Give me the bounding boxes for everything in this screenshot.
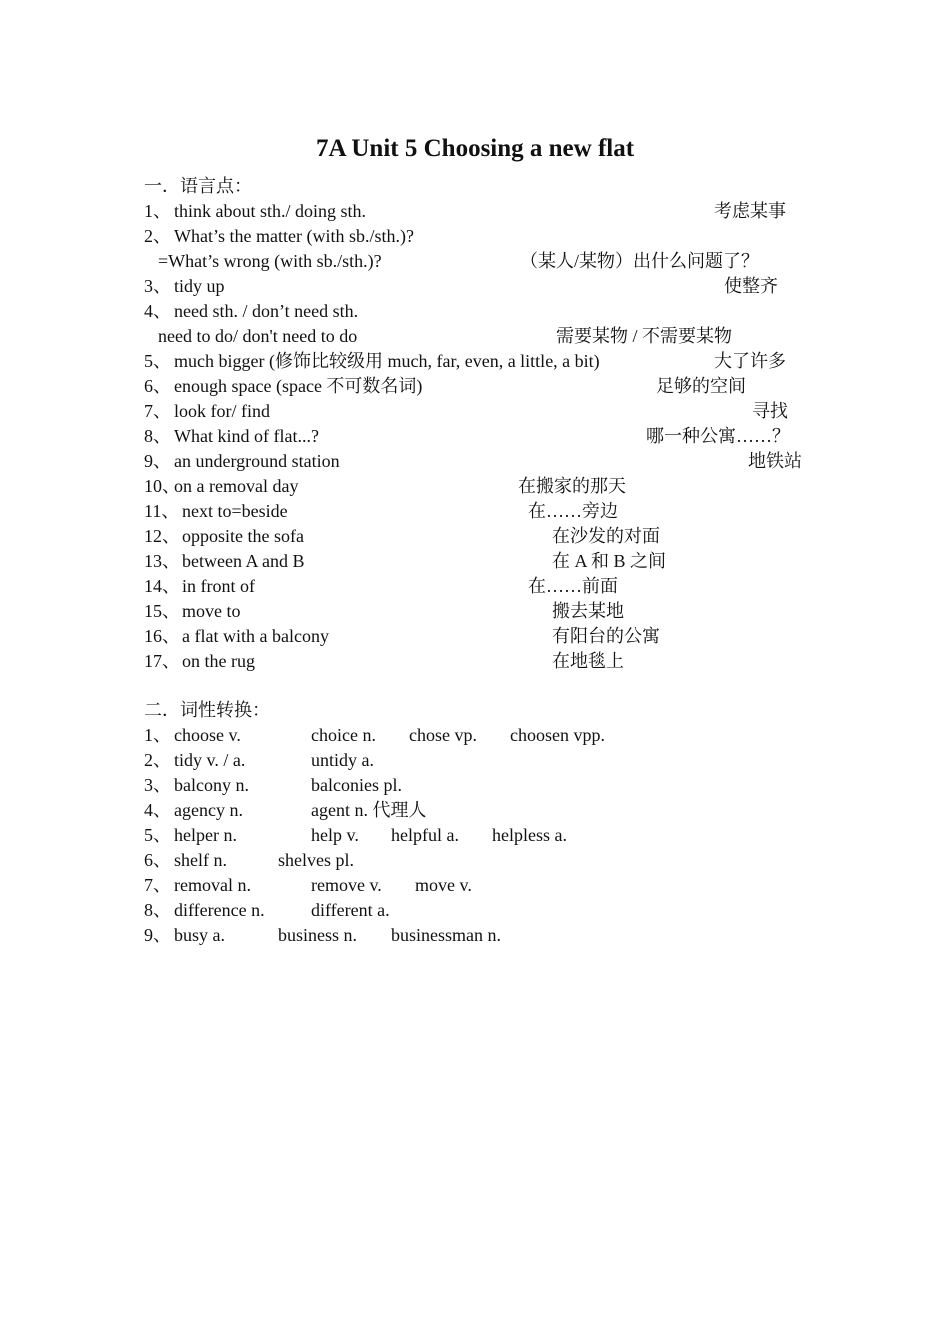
word-form: different a. <box>311 900 390 920</box>
english-phrase: move to <box>182 601 241 621</box>
chinese-meaning: 搬去某地 <box>552 601 624 621</box>
word-form-row <box>0 848 950 873</box>
word-form: removal n. <box>174 875 251 895</box>
vocab-row <box>0 299 950 324</box>
chinese-meaning: 在沙发的对面 <box>552 526 660 546</box>
word-form: helper n. <box>174 825 237 845</box>
vocab-row <box>0 424 950 449</box>
chinese-meaning: 大了许多 <box>714 351 786 371</box>
item-number: 5、 <box>144 825 171 845</box>
chinese-meaning: 哪一种公寓……？ <box>646 426 790 446</box>
item-number: 3、 <box>144 276 171 296</box>
vocab-row <box>0 599 950 624</box>
word-form: tidy v. / a. <box>174 750 246 770</box>
english-phrase: think about sth./ doing sth. <box>174 201 367 221</box>
chinese-meaning: 足够的空间 <box>656 376 746 396</box>
word-form: busy a. <box>174 925 225 945</box>
english-phrase: a flat with a balcony <box>182 626 329 646</box>
section1-heading-row <box>0 174 950 199</box>
vocab-row <box>0 249 950 274</box>
item-number: 16、 <box>144 626 180 646</box>
vocab-row <box>0 374 950 399</box>
vocab-row <box>0 274 950 299</box>
word-form-row <box>0 723 950 748</box>
vocab-row <box>0 199 950 224</box>
item-number: 13、 <box>144 551 180 571</box>
item-number: 4、 <box>144 301 171 321</box>
item-number: 14、 <box>144 576 180 596</box>
english-phrase: next to=beside <box>182 501 288 521</box>
item-number: 6、 <box>144 850 171 870</box>
english-phrase: need sth. / don’t need sth. <box>174 301 359 321</box>
english-phrase: between A and B <box>182 551 305 571</box>
vocab-row <box>0 349 950 374</box>
word-form: choose v. <box>174 725 241 745</box>
word-form: difference n. <box>174 900 265 920</box>
english-phrase: on the rug <box>182 651 255 671</box>
word-form: balconies pl. <box>311 775 402 795</box>
chinese-meaning: 考虑某事 <box>714 201 786 221</box>
vocab-row <box>0 524 950 549</box>
item-number: 2、 <box>144 226 171 246</box>
english-phrase: enough space (space 不可数名词) <box>174 376 423 396</box>
item-number: 9、 <box>144 451 171 471</box>
vocab-row <box>0 624 950 649</box>
word-form: untidy a. <box>311 750 374 770</box>
item-number: 15、 <box>144 601 180 621</box>
word-form: help v. <box>311 825 359 845</box>
word-form-row <box>0 923 950 948</box>
chinese-meaning: （某人/某物）出什么问题了？ <box>520 251 759 271</box>
chinese-meaning: 地铁站 <box>748 451 802 471</box>
item-number: 5、 <box>144 351 171 371</box>
vocab-row <box>0 399 950 424</box>
word-form: chose vp. <box>409 725 477 745</box>
word-form-row <box>0 798 950 823</box>
item-number: 8、 <box>144 426 171 446</box>
word-form: helpless a. <box>492 825 567 845</box>
item-number: 2、 <box>144 750 171 770</box>
english-phrase: look for/ find <box>174 401 270 421</box>
word-form-row <box>0 748 950 773</box>
item-number: 6、 <box>144 376 171 396</box>
vocab-row <box>0 649 950 674</box>
vocab-row <box>0 549 950 574</box>
english-phrase: What kind of flat...? <box>174 426 319 446</box>
english-phrase: =What’s wrong (with sb./sth.)? <box>158 251 382 271</box>
item-number: 12、 <box>144 526 180 546</box>
word-form: choice n. <box>311 725 376 745</box>
chinese-meaning: 在地毯上 <box>552 651 624 671</box>
chinese-meaning: 寻找 <box>752 401 788 421</box>
item-number: 11、 <box>144 501 180 521</box>
word-form: shelves pl. <box>278 850 354 870</box>
section2-heading-row <box>0 698 950 723</box>
english-phrase: need to do/ don't need to do <box>158 326 358 346</box>
vocab-row <box>0 574 950 599</box>
chinese-meaning: 使整齐 <box>724 276 778 296</box>
vocab-row <box>0 499 950 524</box>
chinese-meaning: 在搬家的那天 <box>518 476 626 496</box>
english-phrase: much bigger (修饰比较级用 much, far, even, a little, a bit) <box>174 351 600 371</box>
english-phrase: an underground station <box>174 451 340 471</box>
word-form-row <box>0 823 950 848</box>
section1-heading: 一．语言点： <box>144 176 252 196</box>
item-number: 4、 <box>144 800 171 820</box>
word-form: helpful a. <box>391 825 459 845</box>
word-form: balcony n. <box>174 775 249 795</box>
vocab-row <box>0 324 950 349</box>
item-number: 1、 <box>144 725 171 745</box>
chinese-meaning: 需要某物 / 不需要某物 <box>556 326 733 346</box>
chinese-meaning: 在……前面 <box>528 576 618 596</box>
word-form: remove v. <box>311 875 382 895</box>
word-form: shelf n. <box>174 850 227 870</box>
word-form: business n. <box>278 925 358 945</box>
english-phrase: tidy up <box>174 276 225 296</box>
english-phrase: on a removal day <box>174 476 299 496</box>
word-form: businessman n. <box>391 925 501 945</box>
word-form-row <box>0 873 950 898</box>
english-phrase: opposite the sofa <box>182 526 304 546</box>
vocab-row <box>0 224 950 249</box>
word-form: choosen vpp. <box>510 725 605 745</box>
item-number: 17、 <box>144 651 180 671</box>
word-form: agent n. 代理人 <box>311 800 427 820</box>
word-form: agency n. <box>174 800 243 820</box>
english-phrase: What’s the matter (with sb./sth.)? <box>174 226 414 246</box>
page-title: 7A Unit 5 Choosing a new flat <box>315 135 635 162</box>
item-number: 3、 <box>144 775 171 795</box>
item-number: 1、 <box>144 201 171 221</box>
item-number: 8、 <box>144 900 171 920</box>
item-number: 7、 <box>144 401 171 421</box>
item-number: 10、 <box>144 476 180 496</box>
word-form: move v. <box>415 875 472 895</box>
chinese-meaning: 在……旁边 <box>528 501 618 521</box>
vocab-row <box>0 474 950 499</box>
english-phrase: in front of <box>182 576 255 596</box>
item-number: 9、 <box>144 925 171 945</box>
chinese-meaning: 在 A 和 B 之间 <box>552 551 667 571</box>
vocab-row <box>0 449 950 474</box>
word-form-row <box>0 773 950 798</box>
word-form-row <box>0 898 950 923</box>
section2-heading: 二．词性转换： <box>144 700 270 720</box>
item-number: 7、 <box>144 875 171 895</box>
chinese-meaning: 有阳台的公寓 <box>552 626 660 646</box>
